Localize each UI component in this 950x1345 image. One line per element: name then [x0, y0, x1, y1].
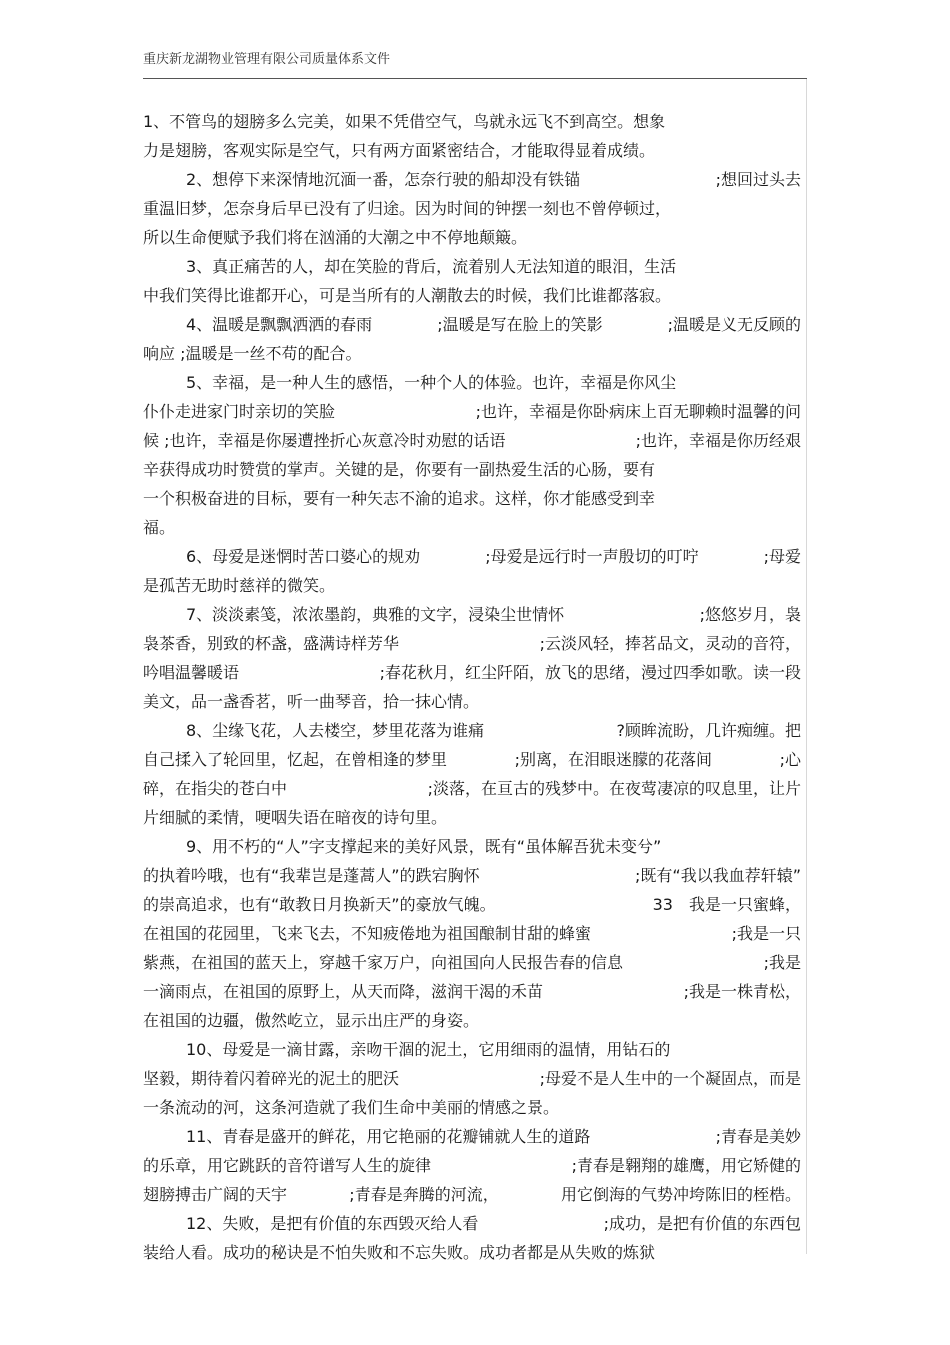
text-segment: ;青春是翱翔的雄鹰，用它矫健的 [571, 1156, 801, 1175]
text-segment: 力是翅膀，客观实际是空气，只有两方面紧密结合，才能取得显着成绩。 [143, 141, 656, 160]
text-segment: 的执着吟哦，也有“我辈岂是蓬蒿人”的跌宕胸怀 [143, 866, 480, 885]
text-line [143, 194, 807, 223]
text-segment: ;母爱是远行时一声殷切的叮咛 [485, 547, 699, 566]
text-segment: 辛获得成功时赞赏的掌声。关键的是，你要有一副热爱生活的心肠，要有 [143, 460, 656, 479]
text-segment: 33 我是一只蜜蜂， [652, 895, 801, 914]
text-line [143, 1180, 807, 1209]
text-segment: 10、母爱是一滴甘露，亲吻干涸的泥土，它用细雨的温情，用钻石的 [186, 1040, 671, 1059]
text-line [143, 716, 807, 745]
text-line [143, 484, 807, 513]
text-line [143, 977, 807, 1006]
text-line [143, 629, 807, 658]
text-segment: 是孤苦无助时慈祥的微笑。 [143, 576, 336, 595]
text-segment: 9、用不朽的“人”字支撑起来的美好风景，既有“虽体解吾犹未变兮” [186, 837, 662, 856]
text-segment: 吟唱温馨暖语 [143, 663, 240, 682]
text-segment: 的崇高追求，也有“敢教日月换新天”的豪放气魄。 [143, 895, 496, 914]
header-title: 重庆新龙湖物业管理有限公司质量体系文件 [143, 52, 391, 67]
text-line [143, 1064, 807, 1093]
text-segment: 12、失败，是把有价值的东西毁灭给人看 [186, 1214, 479, 1233]
text-segment: 袅茶香，别致的杯盏，盛满诗样芳华 [143, 634, 400, 653]
text-segment: ;我是一株青松， [683, 982, 801, 1001]
text-segment: 所以生命便赋予我们将在汹涌的大潮之中不停地颠簸。 [143, 228, 528, 247]
text-segment: ;别离，在泪眼迷朦的花落间 [514, 750, 712, 769]
text-segment: ;云淡风轻，捧茗品文，灵动的音符， [539, 634, 801, 653]
text-line [143, 310, 807, 339]
text-line [143, 1006, 807, 1035]
text-segment: 8、尘缘飞花，人去楼空，梦里花落为谁痛 [186, 721, 485, 740]
text-line [143, 1238, 807, 1267]
text-segment: 一个积极奋进的目标，要有一种矢志不渝的追求。这样，你才能感受到幸 [143, 489, 656, 508]
text-line [143, 1209, 807, 1238]
text-segment: 一滴雨点，在祖国的原野上，从天而降，滋润干渴的禾苗 [143, 982, 544, 1001]
text-segment: ;母爱不是人生中的一个凝固点，而是 [539, 1069, 801, 1088]
text-segment: 仆仆走进家门时亲切的笑脸 [143, 402, 336, 421]
text-line [143, 165, 807, 194]
text-segment: 片细腻的柔情，哽咽失语在暗夜的诗句里。 [143, 808, 448, 827]
text-segment: ;我是一只 [731, 924, 801, 943]
text-line [143, 687, 807, 716]
text-line [143, 600, 807, 629]
text-segment: 3、真正痛苦的人，却在笑脸的背后，流着别人无法知道的眼泪，生活 [186, 257, 677, 276]
text-segment: ;春花秋月，红尘阡陌，放飞的思绪，漫过四季如歌。读一段 [379, 663, 801, 682]
text-segment: ;心 [779, 750, 801, 769]
text-segment: 1、不管鸟的翅膀多么完美，如果不凭借空气，鸟就永远飞不到高空。想象 [143, 112, 666, 131]
text-line [143, 252, 807, 281]
text-line [143, 948, 807, 977]
text-line [143, 571, 807, 600]
text-line [143, 658, 807, 687]
text-segment: ;也许，幸福是你历经艰 [635, 431, 801, 450]
text-segment: ;悠悠岁月，袅 [699, 605, 801, 624]
text-line [143, 919, 807, 948]
text-segment: 在祖国的花园里，飞来飞去，不知疲倦地为祖国酿制甘甜的蜂蜜 [143, 924, 592, 943]
text-line [143, 397, 807, 426]
text-segment: 7、淡淡素笺，浓浓墨韵，典雅的文字，浸染尘世情怀 [186, 605, 565, 624]
text-segment: 候 ;也许，幸福是你屡遭挫折心灰意冷时劝慰的话语 [143, 431, 506, 450]
text-segment: ;成功，是把有价值的东西包 [603, 1214, 801, 1233]
text-line [143, 513, 807, 542]
text-segment: ;温暖是义无反顾的 [667, 315, 801, 334]
text-line [143, 1035, 807, 1064]
text-segment: ;青春是美妙 [715, 1127, 801, 1146]
text-segment: 2、想停下来深情地沉湎一番，怎奈行驶的船却没有铁锚 [186, 170, 581, 189]
document-body [143, 107, 807, 1267]
text-segment: ;青春是奔腾的河流， [349, 1185, 499, 1204]
page-header [143, 48, 807, 79]
text-line [143, 339, 807, 368]
text-segment: ;既有“我以我血荐轩辕” [635, 866, 801, 885]
text-segment: ?顾眸流盼，几许痴缠。把 [616, 721, 801, 740]
text-line [143, 1122, 807, 1151]
text-line [143, 368, 807, 397]
text-line [143, 426, 807, 455]
text-segment: ;我是 [763, 953, 801, 972]
text-segment: 的乐章，用它跳跃的音符谱写人生的旋律 [143, 1156, 432, 1175]
text-segment: ;温暖是写在脸上的笑影 [437, 315, 603, 334]
text-line [143, 832, 807, 861]
text-line [143, 803, 807, 832]
text-line [143, 455, 807, 484]
text-line [143, 861, 807, 890]
text-line [143, 774, 807, 803]
text-segment: 碎，在指尖的苍白中 [143, 779, 288, 798]
text-line [143, 1093, 807, 1122]
text-line [143, 542, 807, 571]
text-segment: 中我们笑得比谁都开心，可是当所有的人潮散去的时候，我们比谁都落寂。 [143, 286, 672, 305]
text-line [143, 281, 807, 310]
text-segment: 用它倒海的气势冲垮陈旧的桎梏。 [560, 1185, 801, 1204]
text-line [143, 136, 807, 165]
text-segment: 美文，品一盏香茗，听一曲琴音，拾一抹心情。 [143, 692, 480, 711]
text-segment: 5、幸福，是一种人生的感悟，一种个人的体验。也许，幸福是你风尘 [186, 373, 677, 392]
text-segment: ;淡落，在亘古的残梦中。在夜莺凄凉的叹息里，让片 [427, 779, 801, 798]
text-segment: ;母爱 [763, 547, 801, 566]
text-segment: 11、青春是盛开的鲜花，用它艳丽的花瓣铺就人生的道路 [186, 1127, 591, 1146]
text-segment: 自己揉入了轮回里，忆起，在曾相逢的梦里 [143, 750, 448, 769]
text-segment: ;想回过头去 [715, 170, 801, 189]
text-line [143, 223, 807, 252]
text-segment: 福。 [143, 518, 176, 537]
text-line [143, 745, 807, 774]
text-line [143, 890, 807, 919]
text-segment: 6、母爱是迷惘时苦口婆心的规劝 [186, 547, 421, 566]
text-segment: 翅膀搏击广阔的天宇 [143, 1185, 288, 1204]
text-segment: ;也许，幸福是你卧病床上百无聊赖时温馨的问 [475, 402, 801, 421]
text-segment: 坚毅，期待着闪着碎光的泥土的肥沃 [143, 1069, 400, 1088]
text-line [143, 107, 807, 136]
text-segment: 一条流动的河，这条河造就了我们生命中美丽的情感之景。 [143, 1098, 560, 1117]
text-segment: 装给人看。成功的秘诀是不怕失败和不忘失败。成功者都是从失败的炼狱 [143, 1243, 656, 1262]
text-segment: 在祖国的边疆，傲然屹立，显示出庄严的身姿。 [143, 1011, 480, 1030]
text-segment: 重温旧梦，怎奈身后早已没有了归途。因为时间的钟摆一刻也不曾停顿过， [143, 199, 672, 218]
text-line [143, 1151, 807, 1180]
text-segment: 响应 ;温暖是一丝不苟的配合。 [143, 344, 362, 363]
text-segment: 紫燕，在祖国的蓝天上，穿越千家万户，向祖国向人民报告春的信息 [143, 953, 624, 972]
text-segment: 4、温暖是飘飘洒洒的春雨 [186, 315, 373, 334]
